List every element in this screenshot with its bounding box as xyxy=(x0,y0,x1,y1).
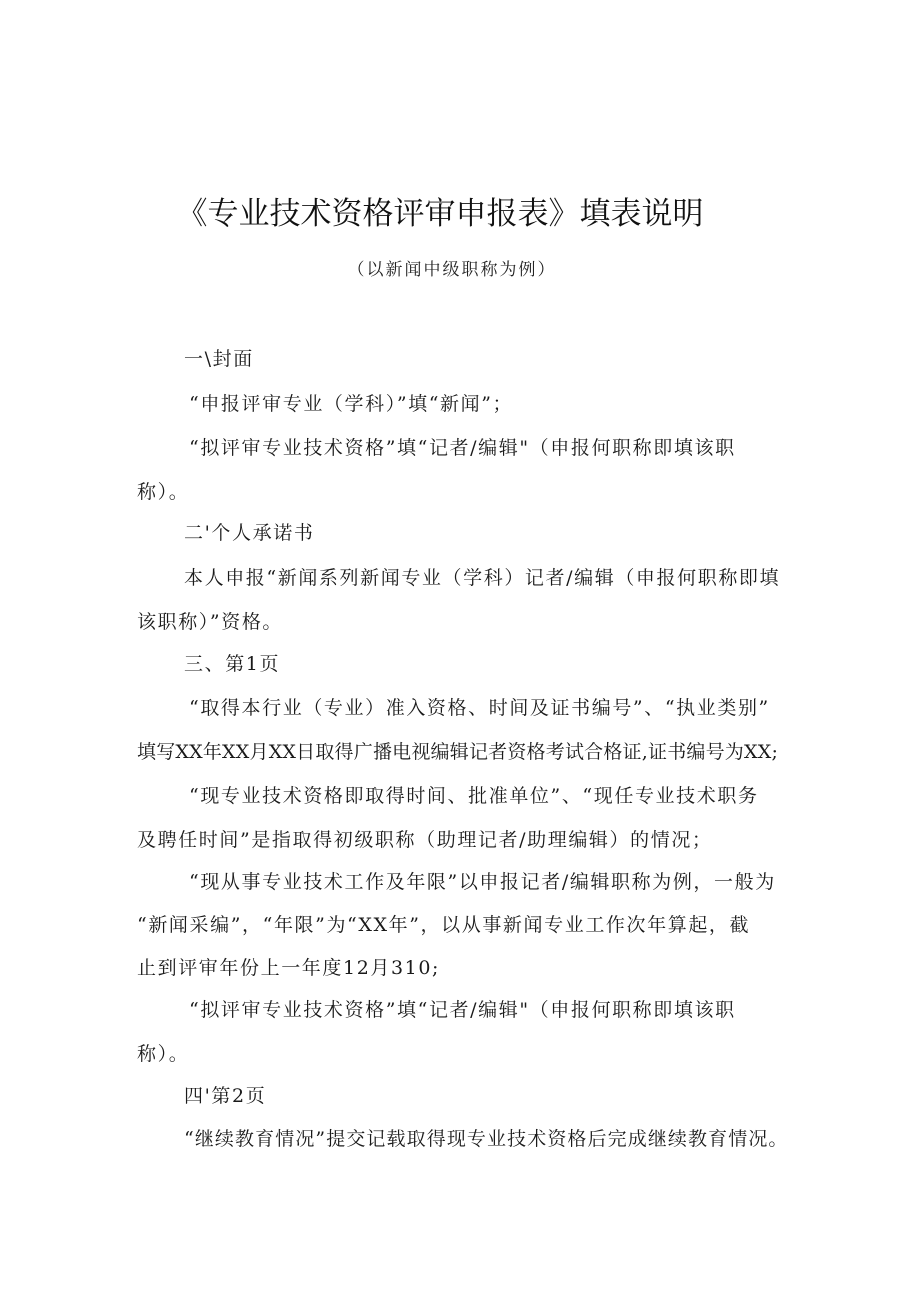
section-1-paragraph-2-line-1: “拟评审专业技术资格”填“记者/编辑"（申报何职称即填该职 xyxy=(189,437,736,459)
section-3-heading: 三、第1页 xyxy=(184,653,281,675)
section-3-paragraph-1-line-2: 填写XX年XX月XX日取得广播电视编辑记者资格考试合格证,证书编号为XX; xyxy=(137,741,779,763)
section-3-paragraph-3-line-2: “新闻采编”，“年限”为“XX年”，以从事新闻专业工作次年算起，截 xyxy=(137,914,751,936)
section-2-paragraph-1-line-1: 本人申报“新闻系列新闻专业（学科）记者/编辑（申报何职称即填 xyxy=(184,567,781,589)
section-4-heading: 四'第2页 xyxy=(184,1085,267,1107)
section-1-paragraph-1: “申报评审专业（学科）”填“新闻”； xyxy=(189,393,514,415)
section-3-paragraph-2-line-2: 及聘任时间”是指取得初级职称（助理记者/助理编辑）的情况； xyxy=(137,829,713,851)
section-3-paragraph-4-line-2: 称）。 xyxy=(137,1043,190,1065)
section-3-paragraph-3-line-1: “现从事专业技术工作及年限”以申报记者/编辑职称为例，一般为 xyxy=(189,871,776,893)
section-1-heading: 一\封面 xyxy=(184,348,254,370)
section-3-paragraph-1-line-1: “取得本行业（专业）准入资格、时间及证书编号”、“执业类别” xyxy=(189,697,770,719)
section-3-paragraph-2-line-1: “现专业技术资格即取得时间、批准单位”、“现任专业技术职务 xyxy=(189,785,759,807)
section-1-paragraph-2-line-2: 称）。 xyxy=(137,481,190,503)
section-2-paragraph-1-line-2: 该职称）”资格。 xyxy=(137,611,284,633)
section-3-paragraph-4-line-1: “拟评审专业技术资格”填“记者/编辑"（申报何职称即填该职 xyxy=(189,999,736,1021)
section-3-paragraph-3-line-3: 止到评审年份上一年度12月310; xyxy=(137,957,441,979)
document-title: 《专业技术资格评审申报表》填表说明 xyxy=(176,196,704,232)
section-4-paragraph-1: “继续教育情况”提交记载取得现专业技术资格后完成继续教育情况。 xyxy=(184,1128,789,1150)
document-subtitle: （以新闻中级职称为例） xyxy=(347,260,557,280)
section-2-heading: 二'个人承诺书 xyxy=(184,522,315,544)
